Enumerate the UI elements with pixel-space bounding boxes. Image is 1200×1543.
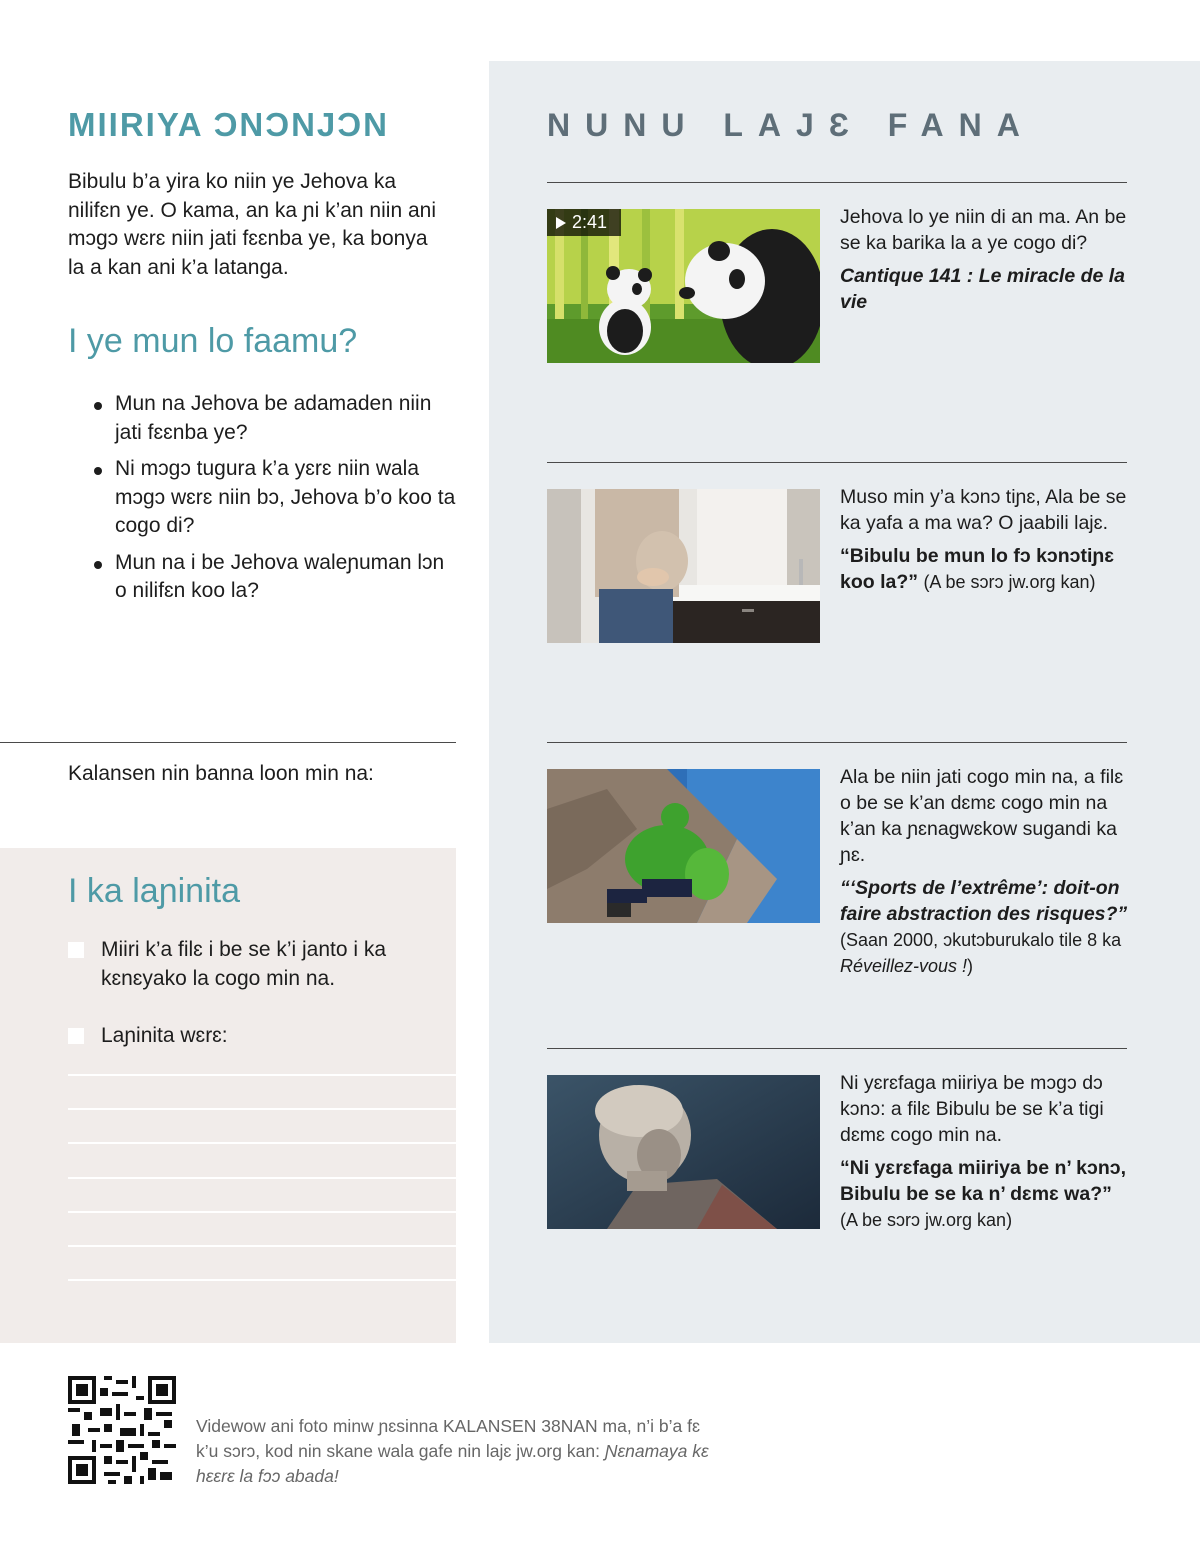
writing-line[interactable]	[68, 1279, 456, 1281]
article-thumbnail-rock-climber[interactable]	[547, 769, 820, 923]
divider	[547, 182, 1127, 183]
article-thumbnail-grieving-man[interactable]	[547, 1075, 820, 1229]
divider	[547, 742, 1127, 743]
resource-text	[840, 764, 1130, 979]
resource-note-magazine: Réveillez-vous !	[840, 956, 968, 976]
resource-title: Cantique 141 : Le miracle de la vie	[840, 265, 1126, 313]
writing-line[interactable]	[68, 1245, 456, 1247]
writing-line[interactable]	[68, 1142, 456, 1144]
resource-note: (A be sɔrɔ jw.org kan)	[923, 572, 1096, 592]
goals-box	[0, 848, 456, 1343]
goal-checkbox[interactable]	[68, 942, 84, 958]
resource-title: “Ni yɛrɛfaga miiriya be n’ kɔnɔ, Bibulu be se ka n’ dɛmɛ wa?”	[840, 1157, 1126, 1205]
resource-title: “‘Sports de l’extrême’: doit-on faire abstraction des risques?”	[840, 877, 1128, 925]
resource-reference[interactable]	[840, 875, 1130, 979]
resource-description: Ala be niin jati cogo min na, a filɛ o be se k’an dɛmɛ cogo min na k’an ka ɲɛnagwɛkow sugandi ka ɲɛ.	[840, 766, 1124, 866]
resource-text	[840, 204, 1130, 315]
explore-title: NUNU LAJƐ FANA	[547, 107, 1035, 143]
review-question: Mun na Jehova be adamaden niin jati fɛɛnba ye?	[115, 390, 460, 447]
review-list	[115, 390, 460, 614]
divider	[547, 1048, 1127, 1049]
goal-item	[68, 936, 438, 993]
resource-text	[840, 484, 1130, 595]
footer-book-title: Ɲɛnamaya kɛ hɛɛrɛ la fɔɔ abada!	[196, 1441, 709, 1486]
writing-line[interactable]	[68, 1211, 456, 1213]
pregnant-woman-photo-icon	[547, 489, 820, 643]
writing-line[interactable]	[68, 1074, 456, 1076]
completion-date-label: Kalansen nin banna loon min na:	[68, 762, 374, 785]
divider	[547, 462, 1127, 463]
resource-description: Ni yɛrɛfaga miiriya be mɔgɔ dɔ kɔnɔ: a filɛ Bibulu be se k’a tigi dɛmɛ cogo min na.	[840, 1072, 1104, 1146]
review-question: Mun na i be Jehova waleɲuman lɔn o nilifɛn koo la?	[115, 549, 460, 606]
resource-note: (Saan 2000, ɔkutɔburukalo tile 8 ka	[840, 930, 1122, 950]
summary-title: MIIRIYA ƆNƆNJƆN	[68, 106, 389, 143]
explore-panel	[489, 61, 1200, 1343]
video-duration-badge	[547, 209, 621, 236]
resource-note-end: )	[967, 956, 974, 976]
writing-line[interactable]	[68, 1108, 456, 1110]
video-duration: 2:41	[572, 212, 608, 232]
article-thumbnail-pregnant-woman[interactable]	[547, 489, 820, 643]
goal-text: Miiri k’a filɛ i be se k’i janto i ka kɛnɛyako la cogo min na.	[101, 938, 387, 990]
goal-text: Laɲinita wɛrɛ:	[101, 1024, 228, 1047]
resource-title: “Bibulu be mun lo fɔ kɔnɔtiɲɛ koo la?”	[840, 545, 1115, 593]
resource-reference[interactable]	[840, 263, 1130, 315]
grieving-man-illustration-icon	[547, 1075, 820, 1229]
footer-text	[196, 1414, 716, 1489]
review-question: Ni mɔgɔ tugura k’a yɛrɛ niin wala mɔgɔ wɛrɛ niin bɔ, Jehova b’o koo ta cogo di?	[115, 455, 460, 541]
goal-checkbox[interactable]	[68, 1028, 84, 1044]
resource-note: (A be sɔrɔ jw.org kan)	[840, 1210, 1013, 1230]
goals-title: I ka laɲinita	[68, 872, 240, 910]
play-icon	[556, 217, 566, 229]
footer-instructions: Videwow ani foto minw ɲɛsinna KALANSEN 38NAN ma, n’i b’a fɛ k’u sɔrɔ, kod nin skane wala gafe nin lajɛ jw.org kan:	[196, 1416, 701, 1461]
resource-description: Jehova lo ye niin di an ma. An be se ka barika la a ye cogo di?	[840, 206, 1127, 254]
qr-code-icon[interactable]	[68, 1376, 176, 1484]
divider	[0, 742, 456, 743]
goal-item	[68, 1022, 438, 1051]
review-title: I ye mun lo faamu?	[68, 322, 358, 360]
rock-climber-photo-icon	[547, 769, 820, 923]
summary-text: Bibulu b’a yira ko niin ye Jehova ka nilifɛn ye. O kama, an ka ɲi k’an niin ani mɔgɔ wɛrɛ niin jati fɛɛnba ye, ka bonya la a kan ani k’a latanga.	[68, 170, 436, 279]
resource-description: Muso min y’a kɔnɔ tiɲɛ, Ala be se ka yafa a ma wa? O jaabili lajɛ.	[840, 486, 1127, 534]
left-column	[0, 0, 456, 1343]
resource-text	[840, 1070, 1130, 1233]
resource-reference[interactable]	[840, 543, 1130, 595]
video-thumbnail-panda[interactable]	[547, 209, 820, 363]
resource-reference[interactable]	[840, 1155, 1130, 1233]
writing-line[interactable]	[68, 1177, 456, 1179]
